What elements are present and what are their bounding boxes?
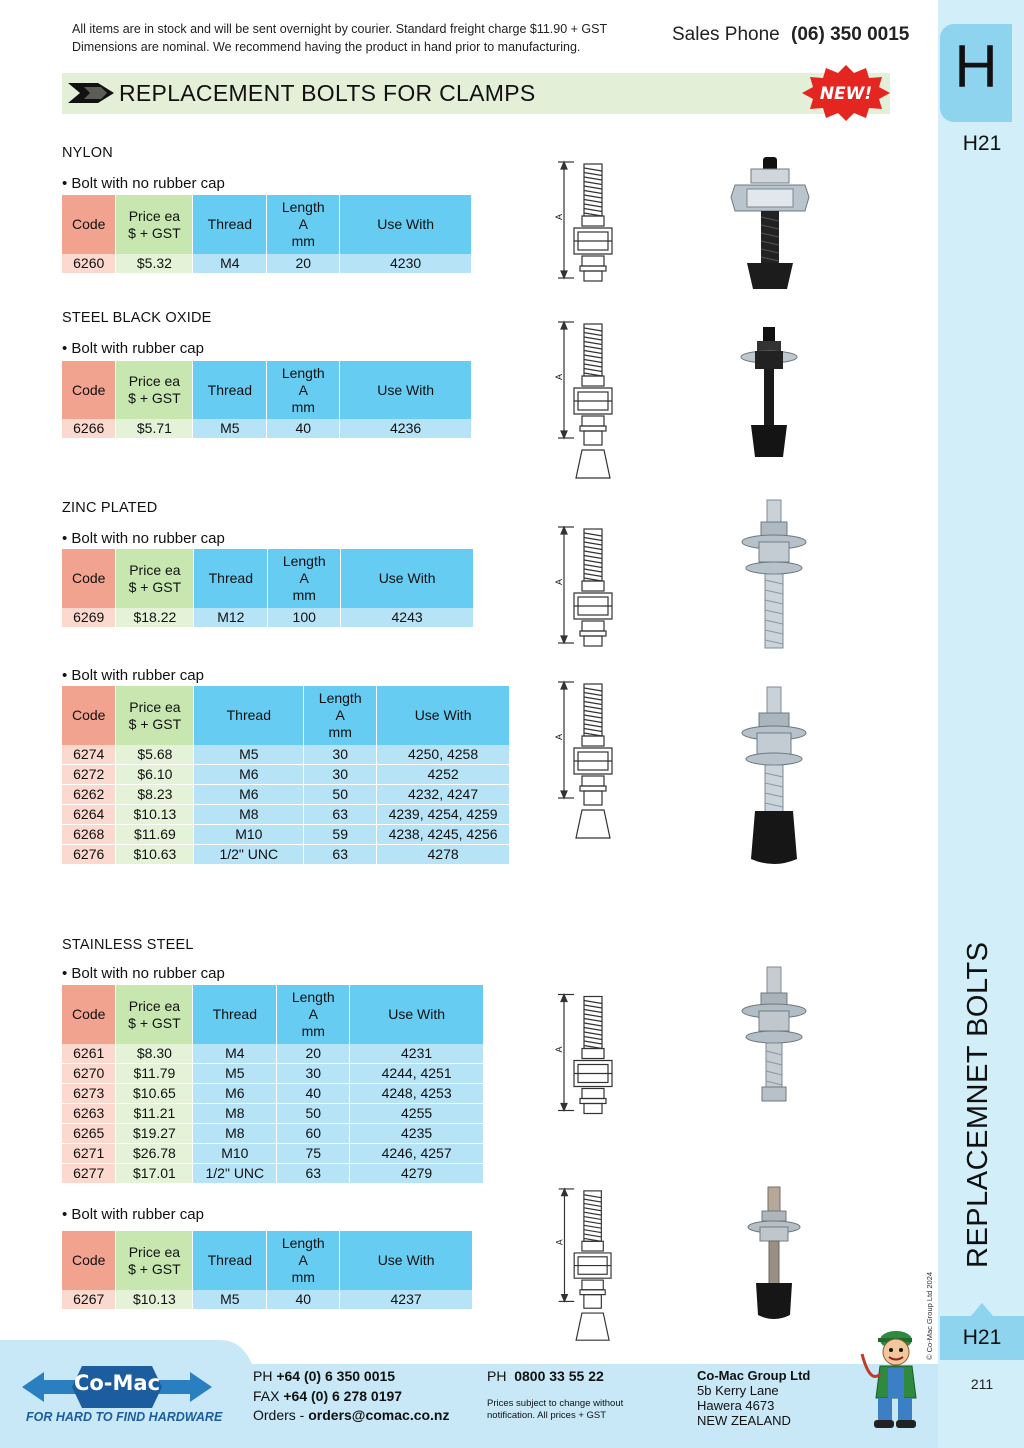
cell-code: 6274 [62, 745, 116, 765]
col-length: Length A mm [304, 686, 377, 745]
cell-thread: M5 [193, 419, 267, 439]
cell-code: 6264 [62, 805, 116, 825]
table-stainless-cap [62, 1231, 473, 1310]
cell-code: 6270 [62, 1064, 116, 1084]
table-stainless [62, 985, 484, 1184]
address-line-3: NEW ZEALAND [697, 1413, 791, 1428]
ph-number[interactable]: +64 (0) 6 350 0015 [276, 1368, 396, 1384]
cell-thread: 1/2" UNC [193, 1164, 277, 1184]
cell-use-with: 4255 [350, 1104, 484, 1124]
logo-wordmark: Co-Mac [73, 1371, 161, 1395]
cell-price: $11.79 [116, 1064, 193, 1084]
cell-thread: M8 [193, 1124, 277, 1144]
freephone-block [487, 1367, 604, 1387]
cell-price: $18.22 [116, 608, 194, 628]
bolt-diagram-no-cap [540, 525, 620, 650]
cell-thread: M5 [193, 1290, 267, 1310]
table-row [62, 1064, 484, 1084]
cell-code: 6276 [62, 845, 116, 865]
table-row [62, 1104, 484, 1124]
page-code-top: H21 [962, 132, 1002, 155]
col-thread: Thread [193, 1231, 267, 1290]
bolt-diagram-with-cap [540, 320, 620, 485]
cell-length: 40 [267, 1290, 340, 1310]
cell-code: 6273 [62, 1084, 116, 1104]
table-row [62, 785, 510, 805]
cell-use-with: 4236 [340, 419, 472, 439]
sales-phone [672, 24, 909, 46]
col-thread: Thread [194, 549, 268, 608]
cell-thread: M5 [194, 745, 304, 765]
cell-use-with: 4239, 4254, 4259 [377, 805, 510, 825]
comac-logo [22, 1364, 212, 1410]
subtitle-zinc-plated-cap: • Bolt with rubber cap [62, 667, 204, 684]
fax-label: FAX [253, 1387, 280, 1404]
table-zinc-plated-cap [62, 686, 510, 865]
company-name: Co-Mac Group Ltd [697, 1368, 811, 1383]
cell-length: 60 [277, 1124, 350, 1144]
table-row [62, 805, 510, 825]
table-row [62, 254, 472, 274]
cell-thread: M6 [193, 1084, 277, 1104]
col-use-with: Use With [340, 195, 472, 254]
cell-price: $10.63 [116, 845, 194, 865]
cell-price: $10.65 [116, 1084, 193, 1104]
vertical-section-title: REPLACEMNET BOLTS [962, 941, 994, 1268]
col-code: Code [62, 195, 116, 254]
cell-length: 100 [268, 608, 341, 628]
cell-use-with: 4279 [350, 1164, 484, 1184]
col-length: Length A mm [277, 985, 350, 1044]
cell-thread: M5 [193, 1064, 277, 1084]
cell-thread: M6 [194, 785, 304, 805]
tagline: FOR HARD TO FIND HARDWARE [26, 1410, 223, 1424]
new-badge [802, 64, 890, 122]
cell-length: 50 [277, 1104, 350, 1124]
dimension-label: A [554, 373, 564, 380]
cell-code: 6268 [62, 825, 116, 845]
photo-stainless-bolt-with-cap [740, 1185, 810, 1325]
cell-price: $8.23 [116, 785, 194, 805]
section-letter: H [954, 33, 998, 100]
cell-code: 6266 [62, 419, 116, 439]
ph-label: PH [253, 1368, 273, 1384]
table-row [62, 1044, 484, 1064]
cell-thread: 1/2" UNC [194, 845, 304, 865]
cell-code: 6272 [62, 765, 116, 785]
cell-length: 63 [277, 1164, 350, 1184]
dimension-label: A [554, 1046, 564, 1053]
cell-length: 75 [277, 1144, 350, 1164]
orders-email[interactable]: orders@comac.co.nz [308, 1407, 450, 1423]
section-title-nylon: NYLON [62, 145, 113, 161]
cell-use-with: 4238, 4245, 4256 [377, 825, 510, 845]
dimension-label: A [554, 213, 564, 220]
subtitle-stainless-cap: • Bolt with rubber cap [62, 1206, 204, 1223]
cell-use-with: 4231 [350, 1044, 484, 1064]
cell-use-with: 4243 [341, 608, 474, 628]
cell-thread: M4 [193, 1044, 277, 1064]
title-arrow-icon [68, 83, 114, 103]
cell-price: $10.13 [116, 1290, 193, 1310]
col-price: Price ea $ + GST [116, 1231, 193, 1290]
cell-price: $26.78 [116, 1144, 193, 1164]
cell-code: 6269 [62, 608, 116, 628]
page-title-bar [62, 73, 890, 114]
col-length: Length A mm [268, 549, 341, 608]
section-title-zinc-plated: ZINC PLATED [62, 500, 158, 516]
price-note-line-1: Prices subject to change without [487, 1398, 624, 1409]
cell-length: 50 [304, 785, 377, 805]
col-use-with: Use With [340, 1231, 473, 1290]
photo-stainless-bolt [735, 965, 815, 1105]
dimension-label: A [554, 733, 564, 740]
col-code: Code [62, 985, 116, 1044]
shipping-notice [72, 20, 652, 56]
cell-use-with: 4232, 4247 [377, 785, 510, 805]
tab-notch [970, 1303, 994, 1317]
col-code: Code [62, 1231, 116, 1290]
col-code: Code [62, 361, 116, 419]
col-length: Length A mm [267, 1231, 340, 1290]
cell-code: 6261 [62, 1044, 116, 1064]
new-badge-label: NEW! [819, 84, 873, 104]
subtitle-zinc-plated: • Bolt with no rubber cap [62, 530, 225, 547]
copyright-note: © Co-Mac Group Ltd 2024 [925, 1271, 934, 1360]
cell-code: 6267 [62, 1290, 116, 1310]
dimension-label: A [554, 1239, 565, 1246]
cell-thread: M8 [194, 805, 304, 825]
page-code-bottom: H21 [962, 1326, 1002, 1349]
table-row [62, 845, 510, 865]
cell-thread: M10 [194, 825, 304, 845]
table-row [62, 765, 510, 785]
photo-nylon-bolt [725, 155, 815, 295]
cell-use-with: 4248, 4253 [350, 1084, 484, 1104]
sales-phone-number[interactable]: (06) 350 0015 [791, 24, 910, 45]
table-row [62, 419, 472, 439]
subtitle-stainless: • Bolt with no rubber cap [62, 965, 225, 982]
col-use-with: Use With [350, 985, 484, 1044]
orders-label: Orders - [253, 1407, 305, 1423]
cell-use-with: 4250, 4258 [377, 745, 510, 765]
cell-length: 63 [304, 805, 377, 825]
ph2-label: PH [487, 1368, 507, 1384]
cell-code: 6263 [62, 1104, 116, 1124]
table-row [62, 825, 510, 845]
price-note-line-2: notification. All prices + GST [487, 1410, 607, 1421]
table-nylon [62, 195, 472, 274]
col-code: Code [62, 549, 116, 608]
cell-code: 6265 [62, 1124, 116, 1144]
table-row [62, 1084, 484, 1104]
cell-length: 40 [267, 419, 340, 439]
page-code-tab-bottom [940, 1316, 1024, 1360]
cell-price: $5.71 [116, 419, 193, 439]
cell-use-with: 4244, 4251 [350, 1064, 484, 1084]
price-note [487, 1398, 623, 1422]
col-price: Price ea $ + GST [116, 686, 194, 745]
bolt-diagram-with-cap [540, 680, 620, 845]
col-use-with: Use With [377, 686, 510, 745]
cell-use-with: 4237 [340, 1290, 473, 1310]
cell-thread: M12 [194, 608, 268, 628]
cell-length: 20 [277, 1044, 350, 1064]
cell-code: 6260 [62, 254, 116, 274]
table-row [62, 1164, 484, 1184]
cell-length: 40 [277, 1084, 350, 1104]
ph2-number[interactable]: 0800 33 55 22 [514, 1368, 604, 1384]
cell-code: 6271 [62, 1144, 116, 1164]
table-row [62, 1290, 473, 1310]
address-line-1: 5b Kerry Lane [697, 1383, 779, 1398]
notice-line-2: Dimensions are nominal. We recommend having the product in hand prior to manufacturing. [72, 40, 581, 54]
col-thread: Thread [193, 195, 267, 254]
col-length: Length A mm [267, 195, 340, 254]
table-zinc-plated [62, 549, 474, 628]
contact-block [253, 1367, 450, 1426]
cell-code: 6277 [62, 1164, 116, 1184]
table-row [62, 608, 474, 628]
col-price: Price ea $ + GST [116, 549, 194, 608]
cell-length: 30 [304, 765, 377, 785]
notice-line-1: All items are in stock and will be sent overnight by courier. Standard freight charge $11.90 + GST [72, 22, 608, 36]
col-thread: Thread [193, 985, 277, 1044]
company-address [697, 1368, 810, 1428]
page-number: 211 [970, 1376, 994, 1392]
col-price: Price ea $ + GST [116, 195, 193, 254]
cell-code: 6262 [62, 785, 116, 805]
col-thread: Thread [194, 686, 304, 745]
section-title-steel-black-oxide: STEEL BLACK OXIDE [62, 310, 212, 326]
col-code: Code [62, 686, 116, 745]
col-price: Price ea $ + GST [116, 985, 193, 1044]
bolt-diagram-with-cap [540, 1187, 620, 1347]
cell-price: $10.13 [116, 805, 194, 825]
page-footer [0, 1340, 938, 1448]
bolt-diagram-no-cap [540, 980, 620, 1130]
cell-length: 30 [304, 745, 377, 765]
cell-price: $8.30 [116, 1044, 193, 1064]
photo-zinc-bolt-with-cap [735, 685, 815, 870]
page-title: REPLACEMENT BOLTS FOR CLAMPS [119, 80, 536, 106]
address-line-2: Hawera 4673 [697, 1398, 775, 1413]
cell-use-with: 4278 [377, 845, 510, 865]
photo-zinc-bolt [735, 498, 815, 653]
section-tab[interactable] [940, 24, 1012, 122]
col-use-with: Use With [341, 549, 474, 608]
col-thread: Thread [193, 361, 267, 419]
cell-thread: M4 [193, 254, 267, 274]
cell-length: 20 [267, 254, 340, 274]
cell-price: $11.69 [116, 825, 194, 845]
cell-length: 63 [304, 845, 377, 865]
cell-use-with: 4252 [377, 765, 510, 785]
table-row [62, 745, 510, 765]
sales-phone-label: Sales Phone [672, 24, 780, 45]
col-length: Length A mm [267, 361, 340, 419]
cell-use-with: 4230 [340, 254, 472, 274]
cell-thread: M8 [193, 1104, 277, 1124]
cell-use-with: 4246, 4257 [350, 1144, 484, 1164]
table-row [62, 1124, 484, 1144]
cell-price: $6.10 [116, 765, 194, 785]
table-row [62, 1144, 484, 1164]
cell-price: $17.01 [116, 1164, 193, 1184]
cell-use-with: 4235 [350, 1124, 484, 1144]
mascot-illustration-icon [860, 1324, 930, 1430]
cell-price: $11.21 [116, 1104, 193, 1124]
subtitle-steel-black-oxide: • Bolt with rubber cap [62, 340, 204, 357]
section-title-stainless: STAINLESS STEEL [62, 937, 194, 953]
cell-price: $19.27 [116, 1124, 193, 1144]
fax-number[interactable]: +64 (0) 6 278 0197 [283, 1387, 403, 1404]
cell-length: 30 [277, 1064, 350, 1084]
cell-thread: M10 [193, 1144, 277, 1164]
dimension-label: A [554, 578, 564, 585]
cell-length: 59 [304, 825, 377, 845]
col-price: Price ea $ + GST [116, 361, 193, 419]
cell-price: $5.32 [116, 254, 193, 274]
photo-black-oxide-bolt [735, 325, 805, 465]
table-steel-black-oxide [62, 361, 472, 439]
subtitle-nylon: • Bolt with no rubber cap [62, 175, 225, 192]
cell-thread: M6 [194, 765, 304, 785]
bolt-diagram-no-cap [540, 160, 620, 285]
cell-price: $5.68 [116, 745, 194, 765]
col-use-with: Use With [340, 361, 472, 419]
